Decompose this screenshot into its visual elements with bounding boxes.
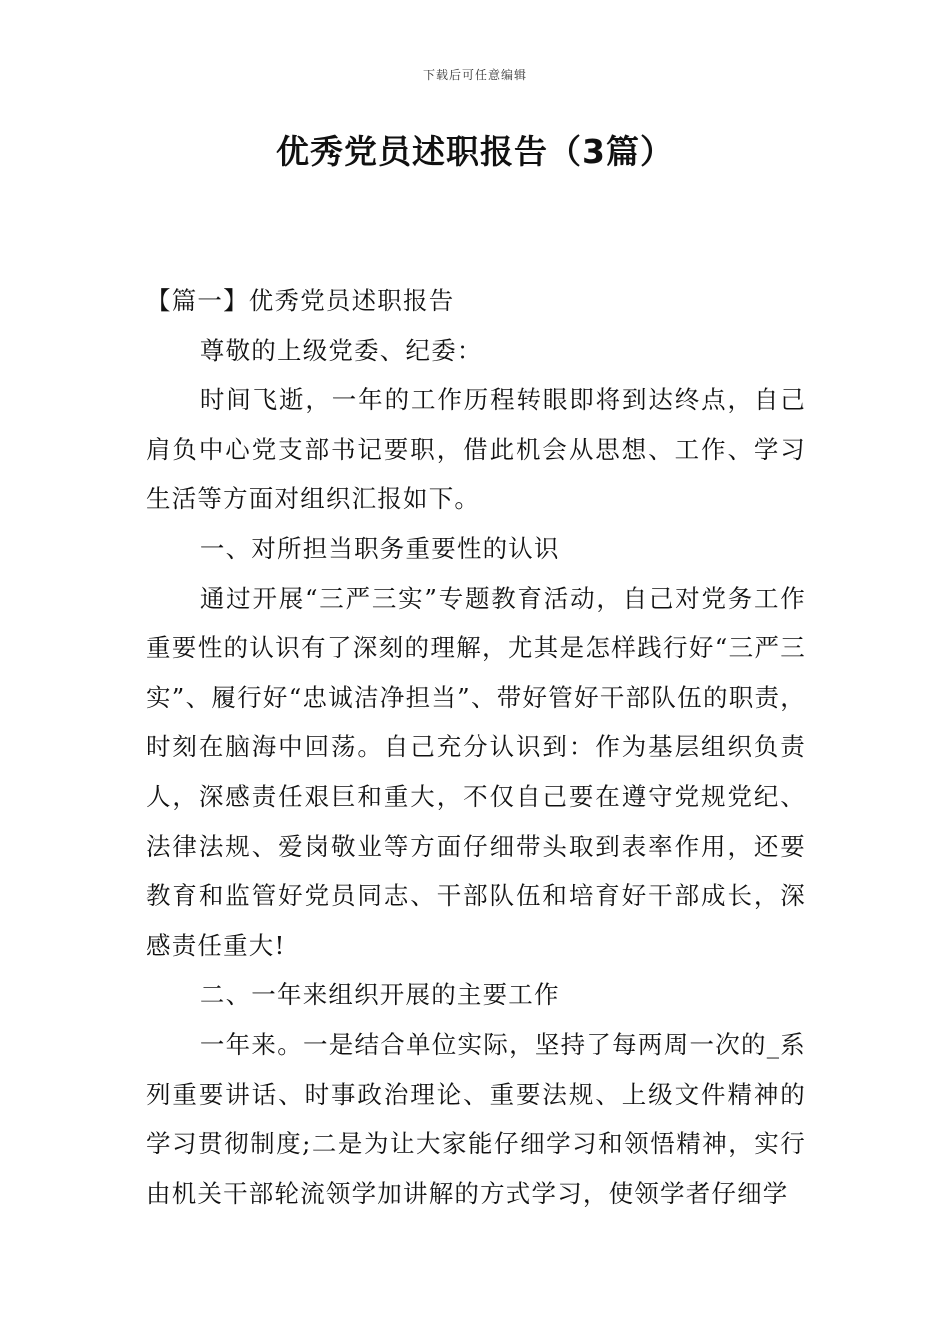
paragraph-awareness: 通过开展“三严三实”专题教育活动，自己对党务工作重要性的认识有了深刻的理解，尤其是怎样践行好“三严三实”、履行好“忠诚洁净担当”、带好管好干部队伍的职责，时刻在脑海中回荡。自己充分认识到：作为基层组织负责人，深感责任艰巨和重大，不仅自己要在遵守党规党纪、法律法规、爱岗敬业等方面仔细带头取到表率作用，还要教育和监管好党员同志、干部队伍和培育好干部成长，深感责任重大! [146, 583, 806, 960]
subheading-two: 二、一年来组织开展的主要工作 [199, 980, 560, 1010]
header-note: 下载后可任意编辑 [422, 68, 527, 82]
document-body [146, 276, 806, 1218]
subheading-one: 一、对所担当职务重要性的认识 [199, 533, 560, 563]
paragraph-intro: 时间飞逝，一年的工作历程转眼即将到达终点，自己肩负中心党支部书记要职，借此机会从思想、工作、学习生活等方面对组织汇报如下。 [146, 385, 806, 514]
paragraph-work: 一年来。一是结合单位实际，坚持了每两周一次的_系列重要讲话、时事政治理论、重要法规、上级文件精神的学习贯彻制度;二是为让大家能仔细学习和领悟精神，实行由机关干部轮流领学加讲解的方式学习，使领学者仔细学 [146, 1029, 806, 1208]
section-heading: 【篇一】优秀党员述职报告 [146, 286, 455, 315]
document-title: 优秀党员述职报告（3篇） [276, 132, 674, 171]
salutation: 尊敬的上级党委、纪委： [199, 335, 483, 365]
